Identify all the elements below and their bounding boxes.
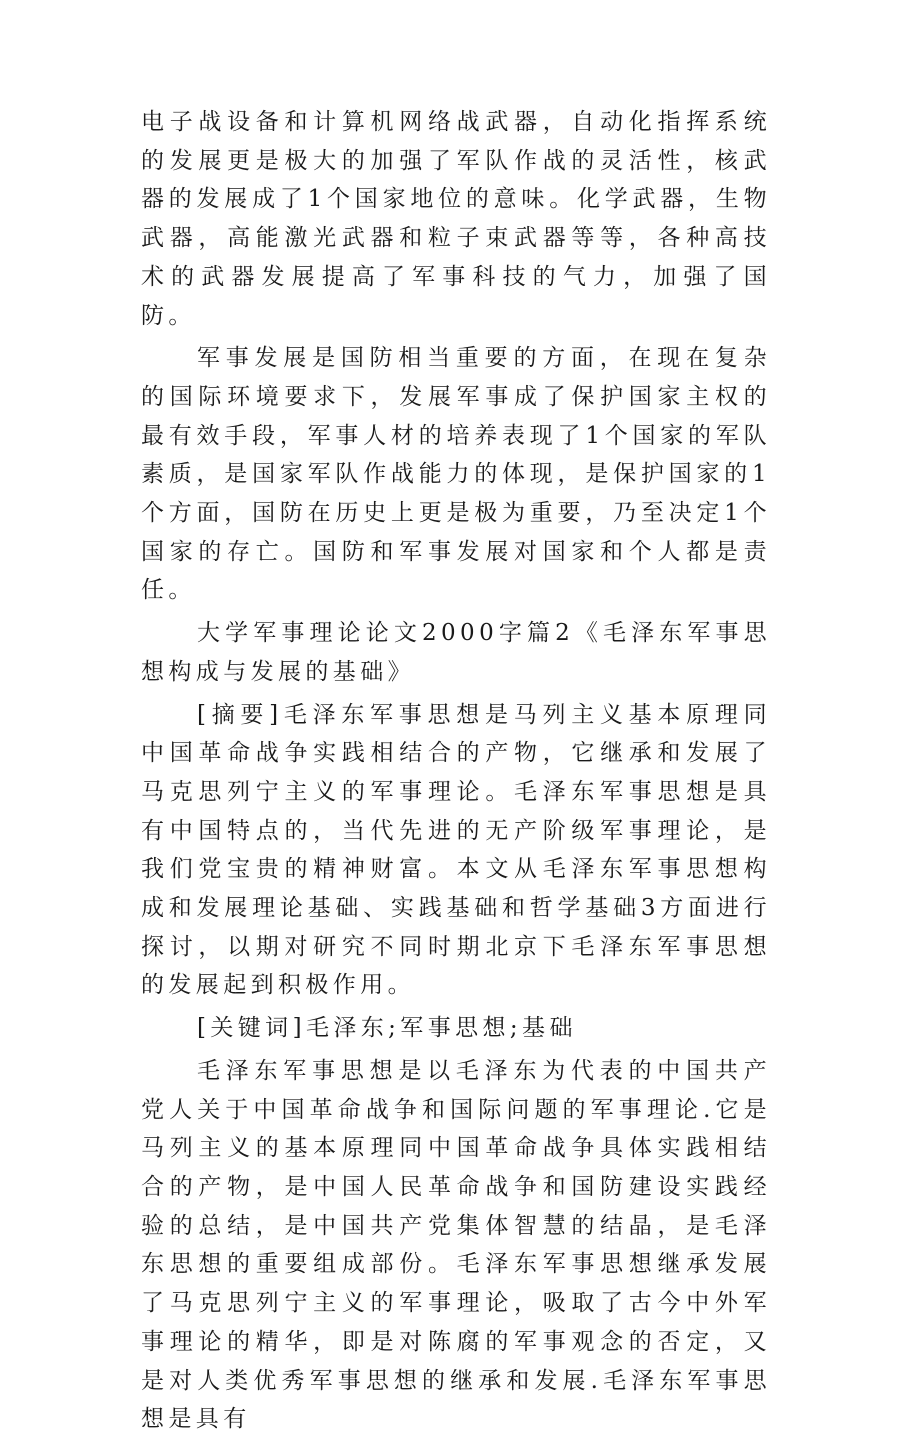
paragraph-weapons-development: 电子战设备和计算机网络战武器，自动化指挥系统的发展更是极大的加强了军队作战的灵活性，核武器的发展成了1个国家地位的意味。化学武器，生物武器，高能激光武器和粒子束武器等等，各种高技术的武器发展提高了军事科技的气力，加强了国防。 [141,109,771,329]
abstract-paragraph: [摘要]毛泽东军事思想是马列主义基本原理同中国革命战争实践相结合的产物，它继承和发展了马克思列宁主义的军事理论。毛泽东军事思想是具有中国特点的，当代先进的无产阶级军事理论，是我们党宝贵的精神财富。本文从毛泽东军事思想构成和发展理论基础、实践基础和哲学基础3方面进行探讨，以期对研究不同时期北京下毛泽东军事思想的发展起到积极作用。 [141,701,771,999]
body-paragraph-intro: 毛泽东军事思想是以毛泽东为代表的中国共产党人关于中国革命战争和国际问题的军事理论.它是马列主义的基本原理同中国革命战争具体实践相结合的产物，是中国人民革命战争和国防建设实践经验的总结，是中国共产党集体智慧的结晶，是毛泽东思想的重要组成部份。毛泽东军事思想继承发展了马克思列宁主义的军事理论，吸取了古今中外军事理论的精华，即是对陈腐的军事观念的否定，又是对人类优秀军事思想的继承和发展.毛泽东军事思想是具有 [141,1057,771,1433]
keywords-paragraph: [关键词]毛泽东;军事思想;基础 [197,1015,577,1042]
article-title: 大学军事理论论文2000字篇2《毛泽东军事思想构成与发展的基础》 [141,620,771,685]
paragraph-military-development: 军事发展是国防相当重要的方面，在现在复杂的国际环境要求下，发展军事成了保护国家主权的最有效手段，军事人材的培养表现了1个国家的军队素质，是国家军队作战能力的体现，是保护国家的1个方面，国防在历史上更是极为重要，乃至决定1个国家的存亡。国防和军事发展对国家和个人都是责任。 [141,345,771,604]
document-page [141,103,771,1443]
